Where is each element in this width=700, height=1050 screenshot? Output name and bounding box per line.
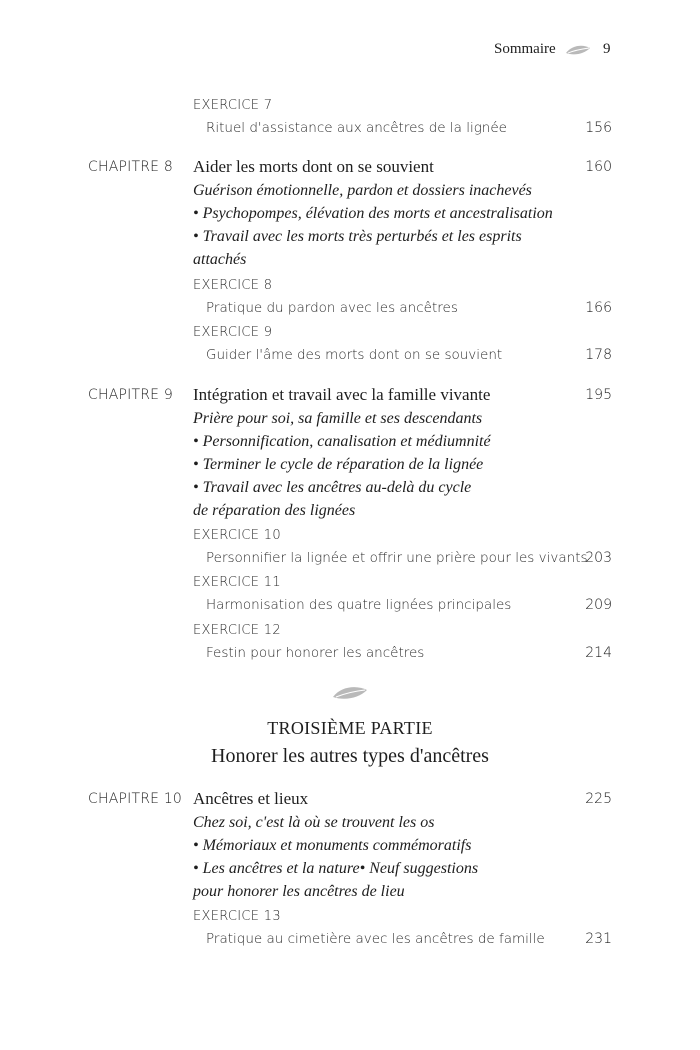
chapter-title: Ancêtres et lieux (193, 789, 309, 808)
page-number: 209 (585, 597, 612, 613)
page-number: 156 (585, 120, 612, 136)
exercise-title: Personnifier la lignée et offrir une prière pour les vivants (206, 550, 588, 566)
chapter-title: Aider les morts dont on se souvient (193, 157, 434, 176)
chapter-title: Intégration et travail avec la famille vivante (193, 385, 491, 404)
page-number: 178 (585, 347, 612, 363)
chapter-subtitle-line: • Mémoriaux et monuments commémoratifs (193, 837, 472, 854)
chapter-subtitle-line: pour honorer les ancêtres de lieu (193, 883, 405, 900)
chapter-subtitle-line: • Les ancêtres et la nature• Neuf suggestions (193, 860, 479, 877)
exercise-title: Rituel d'assistance aux ancêtres de la lignée (206, 120, 507, 136)
leaf-ornament-icon (565, 43, 591, 57)
page-number: 203 (585, 550, 612, 566)
exercise-label: EXERCICE 12 (193, 623, 281, 638)
exercise-label: EXERCICE 8 (193, 278, 273, 293)
chapter-subtitle-line: • Travail avec les ancêtres au-delà du cycle (193, 479, 472, 496)
part-label: TROISIÈME PARTIE (267, 718, 433, 738)
chapter-label: CHAPITRE 8 (88, 159, 173, 175)
chapter-subtitle-line: • Psychopompes, élévation des morts et ancestralisation (193, 205, 553, 222)
chapter-subtitle-line: Prière pour soi, sa famille et ses descendants (193, 410, 483, 427)
leaf-ornament-icon (332, 684, 368, 702)
page-number: 231 (585, 931, 612, 947)
exercise-label: EXERCICE 9 (193, 325, 273, 340)
exercise-title: Pratique du pardon avec les ancêtres (206, 300, 458, 316)
page-number: 225 (585, 791, 612, 807)
chapter-subtitle-line: Guérison émotionnelle, pardon et dossiers inachevés (193, 182, 532, 199)
exercise-title: Pratique au cimetière avec les ancêtres de famille (206, 931, 545, 947)
page-number: 160 (585, 159, 612, 175)
chapter-subtitle-line: attachés (193, 251, 247, 268)
exercise-label: EXERCICE 13 (193, 909, 281, 924)
page-number: 195 (585, 387, 612, 403)
exercise-label: EXERCICE 7 (193, 98, 273, 113)
part-title: Honorer les autres types d'ancêtres (211, 745, 489, 767)
chapter-label: CHAPITRE 9 (88, 387, 173, 403)
exercise-label: EXERCICE 10 (193, 528, 281, 543)
running-header-section: Sommaire (494, 41, 556, 57)
chapter-label: CHAPITRE 10 (88, 791, 183, 807)
exercise-title: Harmonisation des quatre lignées principales (206, 597, 512, 613)
chapter-subtitle-line: de réparation des lignées (193, 502, 356, 519)
exercise-title: Festin pour honorer les ancêtres (206, 645, 425, 661)
exercise-label: EXERCICE 11 (193, 575, 281, 590)
chapter-subtitle-line: Chez soi, c'est là où se trouvent les os (193, 814, 435, 831)
page-number: 214 (585, 645, 612, 661)
chapter-subtitle-line: • Travail avec les morts très perturbés et les esprits (193, 228, 522, 245)
chapter-subtitle-line: • Personnification, canalisation et médiumnité (193, 433, 491, 450)
exercise-title: Guider l'âme des morts dont on se souvient (206, 347, 503, 363)
page-number: 166 (585, 300, 612, 316)
running-header-page-number: 9 (603, 41, 611, 57)
chapter-subtitle-line: • Terminer le cycle de réparation de la lignée (193, 456, 484, 473)
